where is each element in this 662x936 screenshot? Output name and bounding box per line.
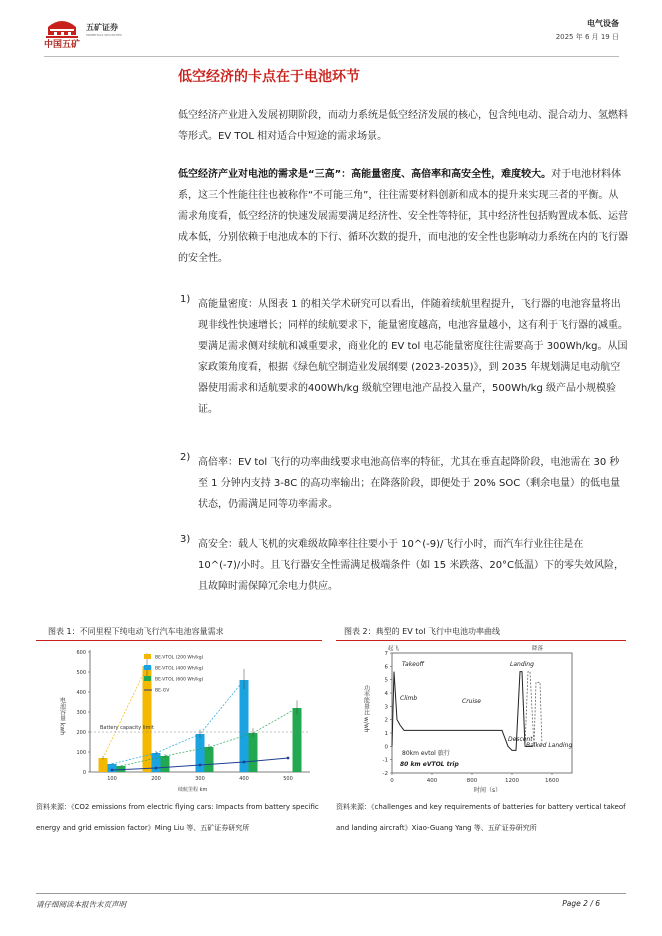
fig1-legend-label: BE-VTOL (400 Wh/kg) xyxy=(155,666,204,672)
fig1-x-tick-label: 200 xyxy=(151,776,161,782)
figure2-caption-rule xyxy=(336,640,626,641)
fig1-y-tick-label: 200 xyxy=(76,730,86,736)
fig1-x-label: 续航里程 km xyxy=(178,787,208,793)
figure2-chart xyxy=(362,645,582,795)
fig2-annot-landing: Landing xyxy=(510,661,534,668)
fig2-annot-takeoff: Takeoff xyxy=(402,661,424,668)
fig2-annot-trip-cn: 80km evtol 旅行 xyxy=(402,750,450,757)
fig2-y-tick-label: -2 xyxy=(382,771,388,777)
figure2-source: 资料来源：《challenges and key requirements of batteries for battery vertical takeof and landing aircraft》Xiao-Guang Yang 等、五矿证券研究所 xyxy=(336,803,626,832)
footer-divider xyxy=(36,893,626,894)
logo-brand-subtitle: MINMETALS SECURITIES xyxy=(86,33,122,37)
fig1-x-tick-label: 100 xyxy=(107,776,117,782)
fig1-legend-swatch xyxy=(144,676,151,681)
fig2-annot-cruise: Cruise xyxy=(462,698,481,705)
list-item-energy-density: 高能量密度：从图表 1 的相关学术研究可以看出，伴随着续航里程提升，飞行器的电池容量将出现非线性快速增长；同样的续航要求下，能量密度越高，电池容量越小，这有利于飞行器的减重。要满足需求侧对续航和减重要求，商业化的 EV tol 电芯能量密度往往需要高于 300Wh/kg。从国家政策角度看，根据《绿色航空制造业发展纲要 (2023-2035)》，到 2035 年规划满足电动航空器使用需求和适航要求的400Wh/kg 级航空锂电池产品投入量产，500Wh/kg 级产品小规模验证。 xyxy=(198,299,628,415)
report-date: 2025 年 6 月 19 日 xyxy=(555,33,619,41)
fig2-y-tick-label: 2 xyxy=(384,717,388,724)
fig1-bar xyxy=(205,747,214,772)
fig2-y-ticks xyxy=(383,651,392,777)
fig2-y-tick-label: 4 xyxy=(384,691,388,697)
paragraph-intro: 低空经济产业进入发展初期阶段，而动力系统是低空经济发展的核心，包含纯电动、混合动力、氢燃料等形式。EV TOL 相对适合中短途的需求场景。 xyxy=(178,110,628,142)
list-item-high-rate: 高倍率：EV tol 飞行的功率曲线要求电池高倍率的特征，尤其在垂直起降阶段，电池需在 30 秒至 1 分钟内支持 3-8C 的高功率输出；在降落阶段，即便处于 20% SOC（剩余电量）的低电量状态，仍需满足同等功率需求。 xyxy=(198,457,621,510)
fig2-y-tick-label: 3 xyxy=(384,704,388,711)
fig2-x-tick-label: 1600 xyxy=(545,778,559,784)
fig1-x-ticks xyxy=(107,776,293,782)
fig2-y-tick-label: 1 xyxy=(384,731,388,737)
fig1-line-point xyxy=(199,764,202,767)
fig2-x-tick-label: 400 xyxy=(426,778,438,784)
figure1-caption: 图表 1：不同里程下纯电动飞行汽车电池容量需求 xyxy=(48,627,224,636)
fig1-x-tick-label: 500 xyxy=(283,776,293,782)
fig1-legend-label: BE-VTOL (200 Wh/kg) xyxy=(155,655,204,661)
logo-emblem-icon xyxy=(44,17,80,39)
logo-brand-name: 五矿证券 xyxy=(86,23,118,32)
fig1-y-tick-label: 400 xyxy=(76,690,86,696)
fig1-legend-swatch xyxy=(144,654,151,659)
header-divider xyxy=(44,56,619,57)
paragraph-requirements-body: 对于电池材料体系，这三个性能往往也被称作“不可能三角”，往往需要材料创新和成本的提升来实现三者的平衡。从需求角度看，低空经济的快速发展需要满足经济性、安全性等特征，其中经济性包括购置成本低、运营成本低，分别依赖于电池成本的下行、循环次数的提升，而电池的安全性也影响动力系统在内的飞行器的安全性。 xyxy=(178,169,628,264)
fig2-y-tick-label: 7 xyxy=(384,651,388,657)
list-item-number: 3) xyxy=(180,534,191,545)
figure1-source: 资料来源：《CO2 emissions from electric flying cars: Impacts from battery specific energy and grid emission factor》Ming Liu 等、五矿证券研究所 xyxy=(36,803,319,832)
fig1-bar xyxy=(249,733,258,772)
figure1-chart xyxy=(48,645,318,795)
fig2-x-tick-label: 1200 xyxy=(505,778,519,784)
list-item-number: 2) xyxy=(180,452,191,463)
fig1-y-ticks xyxy=(76,650,90,776)
fig1-line-point xyxy=(287,757,290,760)
fig1-y-tick-label: 0 xyxy=(82,770,86,776)
fig1-y-tick-label: 500 xyxy=(76,670,86,676)
fig2-x-label: 时间（s） xyxy=(474,787,502,794)
fig2-y-tick-label: 0 xyxy=(384,744,388,751)
paragraph-requirements-lead: 低空经济产业对电池的需求是“三高”：高能量密度、高倍率和高安全性，难度较大。 xyxy=(178,169,552,180)
fig2-x-tick-label: 0 xyxy=(390,778,394,784)
section-title: 低空经济的卡点在于电池环节 xyxy=(178,69,360,85)
fig1-trend-line xyxy=(112,680,244,764)
fig1-line-point xyxy=(243,761,246,764)
footer-page-number: Page 2 / 6 xyxy=(562,899,600,908)
fig1-bar xyxy=(161,756,170,772)
paragraph-requirements xyxy=(178,164,628,269)
fig1-x-tick-label: 300 xyxy=(195,776,205,782)
fig2-annot-balked: Balked Landing xyxy=(526,742,573,749)
fig2-annot-climb: Climb xyxy=(400,695,418,702)
fig2-y-label: 功率能量比 w/wh xyxy=(362,685,370,733)
fig1-trend-line xyxy=(103,666,147,758)
fig1-y-tick-label: 300 xyxy=(76,710,86,716)
fig1-legend xyxy=(144,654,204,694)
fig1-y-tick-label: 100 xyxy=(76,750,86,756)
fig1-legend-swatch xyxy=(144,665,151,670)
fig1-bar xyxy=(240,680,249,772)
fig1-bar xyxy=(293,708,302,772)
fig2-x-ticks xyxy=(390,773,559,784)
fig2-y-tick-label: -1 xyxy=(382,757,388,764)
figure1-caption-rule xyxy=(36,640,322,641)
fig2-annot-descent: Descent xyxy=(508,736,533,743)
list-item-number: 1) xyxy=(180,294,191,305)
fig1-y-label: 电池容量 kwh xyxy=(58,697,66,736)
fig1-bar xyxy=(99,758,108,772)
fig1-y-tick-label: 600 xyxy=(76,650,86,656)
fig1-x-tick-label: 400 xyxy=(239,776,249,782)
fig2-y-tick-label: 6 xyxy=(384,664,388,671)
fig1-line-point xyxy=(111,769,114,772)
figure2-caption: 图表 2：典型的 EV tol 飞行中电池功率曲线 xyxy=(344,627,501,636)
fig2-phase-landing: 降落 xyxy=(532,646,544,652)
report-category: 电气设备 xyxy=(587,19,619,28)
list-item-high-safety: 高安全：载人飞机的灾难级故障率往往要小于 10^(-9)/飞行小时，而汽车行业往往是在 10^(-7)/小时。且飞行器安全性需满足极端条件（如 15 米跌落、20°C低温）下的零失效风险，且故障时需保障冗余电力供应。 xyxy=(198,539,625,592)
fig1-legend-label: BE-VTOL (600 Wh/kg) xyxy=(155,677,204,683)
fig1-limit-label: Battery capacity limit xyxy=(100,725,154,731)
fig1-legend-label: BE-GV xyxy=(155,688,170,694)
fig2-y-tick-label: 5 xyxy=(384,677,388,684)
fig1-line-point xyxy=(155,767,158,770)
logo-company-name: 中国五矿 xyxy=(44,40,81,50)
fig2-annot-trip-en: 80 km eVTOL trip xyxy=(400,761,459,768)
fig2-x-tick-label: 800 xyxy=(466,778,478,784)
fig2-phase-takeoff: 起飞 xyxy=(388,646,400,652)
footer-disclaimer: 请仔细阅读本报告末页声明 xyxy=(36,900,126,909)
